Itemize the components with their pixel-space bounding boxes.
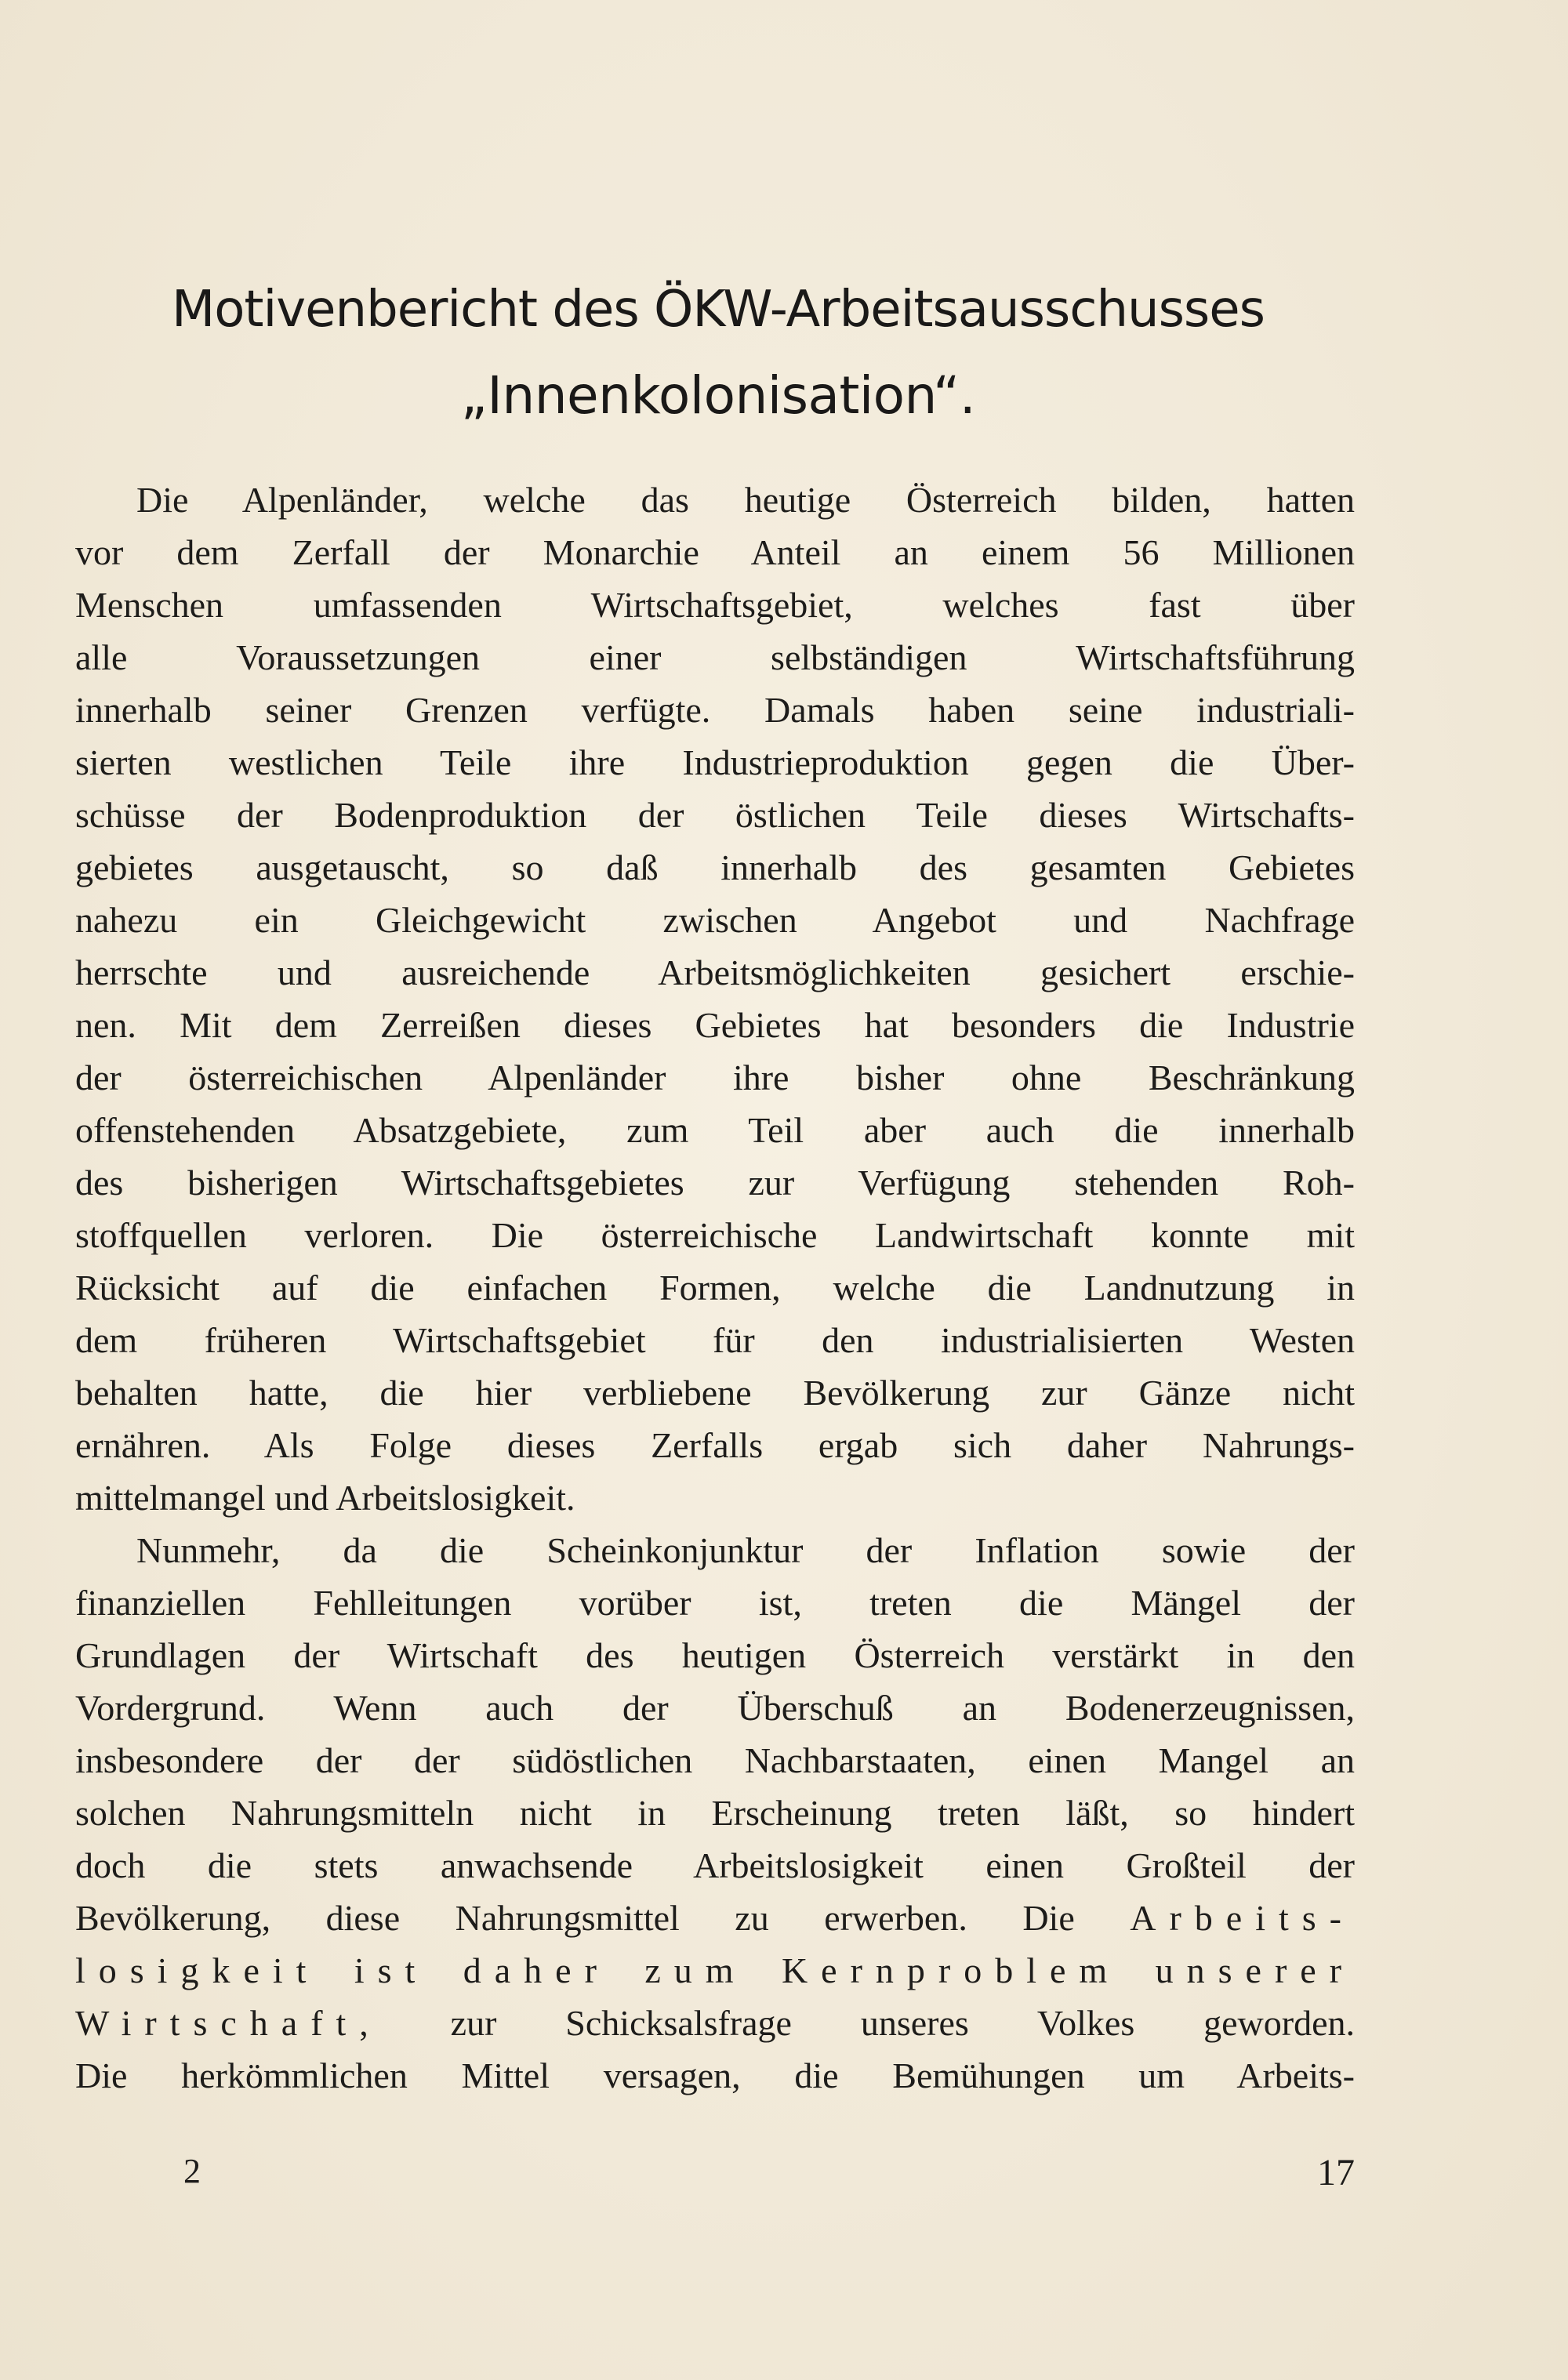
text-line xyxy=(75,1892,1355,1944)
text-line: Nunmehr, da die Scheinkonjunktur der Inflation sowie der xyxy=(136,1530,1355,1570)
body-text xyxy=(75,473,1355,2102)
text-line-segment: zur Schicksalsfrage unseres Volkes geworden. xyxy=(381,2003,1355,2043)
text-line: dem früheren Wirtschaftsgebiet für den industrialisierten Westen xyxy=(75,1320,1355,1360)
page-number: 17 xyxy=(1317,2152,1355,2193)
spaced-emphasis: losigkeit ist daher zum Kernproblem unserer xyxy=(75,1950,1355,1990)
spaced-emphasis: Arbeits- xyxy=(1130,1898,1355,1938)
text-line: vor dem Zerfall der Monarchie Anteil an einem 56 Millionen xyxy=(75,532,1355,572)
text-line: ernähren. Als Folge dieses Zerfalls ergab sich daher Nahrungs- xyxy=(75,1425,1355,1465)
text-line: innerhalb seiner Grenzen verfügte. Damals haben seine industriali- xyxy=(75,690,1355,730)
text-line: behalten hatte, die hier verbliebene Bevölkerung zur Gänze nicht xyxy=(75,1373,1355,1413)
text-line: stoffquellen verloren. Die österreichische Landwirtschaft konnte mit xyxy=(75,1215,1355,1255)
text-line: des bisherigen Wirtschaftsgebietes zur Verfügung stehenden Roh- xyxy=(75,1163,1355,1203)
text-line: doch die stets anwachsende Arbeitslosigkeit einen Großteil der xyxy=(75,1845,1355,1885)
text-line: Grundlagen der Wirtschaft des heutigen Österreich verstärkt in den xyxy=(75,1635,1355,1675)
chapter-title: Motivenbericht des ÖKW-Arbeitsausschusses xyxy=(172,281,1265,339)
text-line: offenstehenden Absatzgebiete, zum Teil aber auch die innerhalb xyxy=(75,1110,1355,1150)
text-line: alle Voraussetzungen einer selbständigen Wirtschaftsführung xyxy=(75,637,1355,677)
text-line: Die herkömmlichen Mittel versagen, die Bemühungen um Arbeits- xyxy=(75,2055,1355,2095)
signature-mark: 2 xyxy=(183,2152,201,2190)
text-line: gebietes ausgetauscht, so daß innerhalb des gesamten Gebietes xyxy=(75,847,1355,887)
text-line: Vordergrund. Wenn auch der Überschuß an Bodenerzeugnissen, xyxy=(75,1688,1355,1728)
text-line: Rücksicht auf die einfachen Formen, welche die Landnutzung in xyxy=(75,1268,1355,1308)
text-line: schüsse der Bodenproduktion der östlichen Teile dieses Wirtschafts- xyxy=(75,795,1355,835)
text-line: finanziellen Fehlleitungen vorüber ist, treten die Mängel der xyxy=(75,1583,1355,1623)
text-line: herrschte und ausreichende Arbeitsmöglichkeiten gesichert erschie- xyxy=(75,952,1355,992)
text-line: mittelmangel und Arbeitslosigkeit. xyxy=(75,1478,575,1518)
text-line: der österreichischen Alpenländer ihre bisher ohne Beschränkung xyxy=(75,1058,1355,1097)
text-line: Menschen umfassenden Wirtschaftsgebiet, welches fast über xyxy=(75,585,1355,625)
text-line xyxy=(75,1997,1355,2049)
chapter-subtitle: „Innenkolonisation“. xyxy=(460,365,976,426)
text-line xyxy=(75,1944,1355,1997)
text-line: sierten westlichen Teile ihre Industrieproduktion gegen die Über- xyxy=(75,742,1355,782)
text-line: nen. Mit dem Zerreißen dieses Gebietes hat besonders die Industrie xyxy=(75,1005,1355,1045)
spaced-emphasis: Wirtschaft, xyxy=(75,2003,382,2043)
text-line: solchen Nahrungsmitteln nicht in Erscheinung treten läßt, so hindert xyxy=(75,1793,1355,1833)
text-line: insbesondere der der südöstlichen Nachbarstaaten, einen Mangel an xyxy=(75,1740,1355,1780)
text-line: nahezu ein Gleichgewicht zwischen Angebot und Nachfrage xyxy=(75,900,1355,940)
text-line-segment: Bevölkerung, diese Nahrungsmittel zu erwerben. Die xyxy=(75,1898,1131,1938)
text-line: Die Alpenländer, welche das heutige Österreich bilden, hatten xyxy=(136,480,1355,520)
